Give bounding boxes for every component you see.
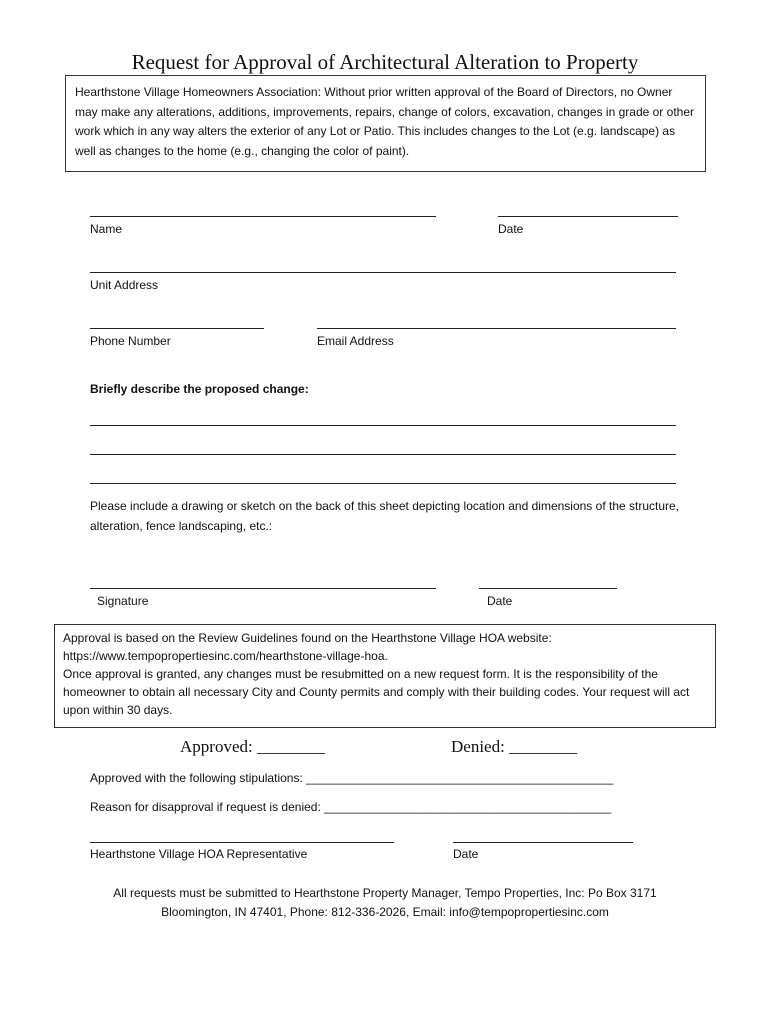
describe-line-3[interactable] [90,483,676,484]
phone-line[interactable] [90,328,264,329]
rep-date-label: Date [453,847,479,861]
approved-field[interactable]: Approved: ________ [180,737,325,756]
signature-line[interactable] [90,588,436,589]
note-line-1: Approval is based on the Review Guidelines found on the Hearthstone Village HOA website: [63,631,552,645]
rep-date-line[interactable] [453,842,633,843]
email-line[interactable] [317,328,676,329]
stipulations-field[interactable]: Approved with the following stipulations: ______________________________________________ [90,771,614,785]
name-label: Name [90,222,123,236]
unit-address-line[interactable] [90,272,676,273]
note-url: https://www.tempopropertiesinc.com/hearthstone-village-hoa. [63,649,388,663]
name-line[interactable] [90,216,436,217]
page-title: Request for Approval of Architectural Alteration to Property [131,50,639,74]
denied-field[interactable]: Denied: ________ [451,737,578,756]
describe-heading: Briefly describe the proposed change: [90,382,309,396]
describe-line-2[interactable] [90,454,676,455]
footer-line-2: Bloomington, IN 47401, Phone: 812-336-2026, Email: info@tempopropertiesinc.com [161,905,609,919]
signature-date-line[interactable] [479,588,617,589]
phone-label: Phone Number [90,334,171,348]
describe-line-1[interactable] [90,425,676,426]
email-label: Email Address [317,334,394,348]
rep-line[interactable] [90,842,394,843]
footer-line-1: All requests must be submitted to Hearthstone Property Manager, Tempo Properties, Inc: Po Box 3171 [113,886,657,900]
signature-label: Signature [97,594,149,608]
rep-label: Hearthstone Village HOA Representative [90,847,308,861]
unit-address-label: Unit Address [90,278,159,292]
disapproval-field[interactable]: Reason for disapproval if request is denied: ___________________________________________ [90,800,612,814]
date-label: Date [498,222,524,236]
date-line[interactable] [498,216,678,217]
sketch-instructions: Please include a drawing or sketch on the back of this sheet depicting location and dimensions of the structure, alteration, fence landscaping, etc.: [90,499,680,533]
signature-date-label: Date [487,594,513,608]
approval-note [54,624,716,728]
note-line-3: Once approval is granted, any changes must be resubmitted on a new request form. It is the responsibility of the homeowner to obtain all necessary City and County permits and comply with their building codes. Your request will act upon within 30 days. [63,667,690,717]
intro-notice: Hearthstone Village Homeowners Association: Without prior written approval of the Board of Directors, no Owner may make any alterations, additions, improvements, repairs, change of colors, excavation, changes in grade or other work which in any way alters the exterior of any Lot or Patio. This includes changes to the Lot (e.g. landscape) as well as changes to the home (e.g., changing the color of paint). [65,75,706,172]
